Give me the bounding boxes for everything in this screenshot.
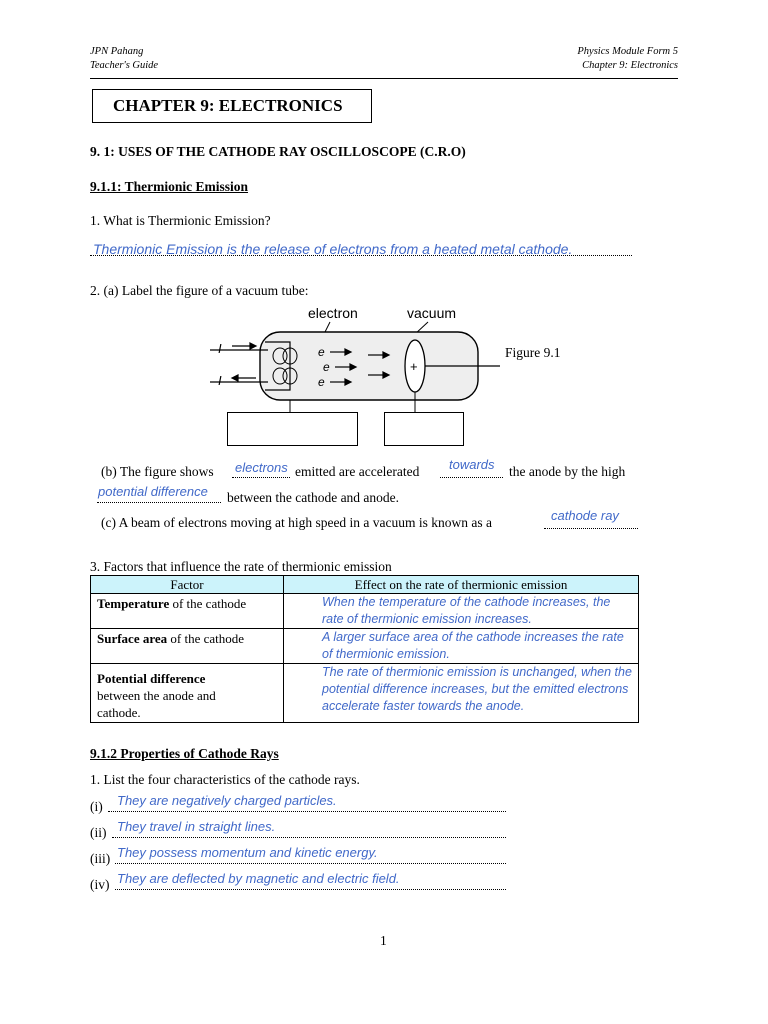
answer-line-ii [112, 837, 506, 838]
table-header-factor: Factor [91, 576, 284, 594]
factor-detail: between the anode and cathode. [97, 688, 216, 720]
effect-cell: A larger surface area of the cathode increases the rate of thermionic emission. [284, 629, 639, 664]
factor-detail: of the cathode [167, 631, 245, 646]
question-2b-part3: the anode by the high [509, 464, 626, 479]
label-box-cathode[interactable] [227, 412, 358, 446]
answer-towards: towards [449, 457, 495, 472]
header-left [90, 45, 158, 73]
question-2a: 2. (a) Label the figure of a vacuum tube: [90, 283, 309, 298]
list-item-answer: They possess momentum and kinetic energy. [117, 845, 378, 860]
question-2b-part4: between the cathode and anode. [227, 490, 400, 505]
question-2c: (c) A beam of electrons moving at high speed in a vacuum is known as a [101, 515, 493, 530]
answer-line-iv [115, 889, 506, 890]
table-header-effect: Effect on the rate of thermionic emission [284, 576, 639, 594]
factors-table [90, 575, 639, 723]
question-2b-part1: (b) The figure shows [101, 464, 214, 479]
factor-name: Potential difference [97, 671, 206, 686]
header-chapter: Chapter 9: Electronics [582, 60, 678, 71]
header-guide: Teacher's Guide [90, 60, 159, 71]
subsection-title-1: 9.1.1: Thermionic Emission [90, 179, 249, 194]
list-item-num: (iv) [90, 877, 110, 892]
effect-cell: The rate of thermionic emission is unchanged, when the potential difference increases, but the emitted electrons accelerate faster towards the anode. [284, 664, 639, 723]
answer-potential-difference: potential difference [98, 484, 208, 499]
label-e-3: e [318, 375, 325, 389]
question-3: 3. Factors that influence the rate of thermionic emission [90, 559, 392, 574]
answer-line-2b-2 [440, 477, 503, 478]
label-e-1: e [318, 345, 325, 359]
answer-line-2b-1 [232, 477, 290, 478]
list-item-num: (iii) [90, 851, 111, 866]
answer-line-i [108, 811, 506, 812]
label-e-2: e [323, 360, 330, 374]
subsection-title-2: 9.1.2 Properties of Cathode Rays [90, 746, 279, 761]
factor-cell [91, 594, 284, 629]
figure-caption: Figure 9.1 [505, 345, 561, 360]
list-item-answer: They are negatively charged particles. [117, 793, 337, 808]
answer-cathode-ray: cathode ray [551, 508, 619, 523]
chapter-title: CHAPTER 9: ELECTRONICS [92, 89, 372, 123]
label-electron: electron [308, 305, 358, 321]
label-current-out: I [218, 373, 222, 388]
factor-cell [91, 629, 284, 664]
table-header-row [91, 576, 639, 594]
answer-electrons: electrons [235, 460, 288, 475]
table-row [91, 629, 639, 664]
label-box-anode[interactable] [384, 412, 464, 446]
list-item-answer: They are deflected by magnetic and electric field. [117, 871, 400, 886]
list-item-num: (i) [90, 799, 103, 814]
factor-name: Temperature [97, 596, 170, 611]
answer-line-iii [115, 863, 506, 864]
factor-detail: of the cathode [169, 596, 247, 611]
label-vacuum: vacuum [407, 305, 457, 321]
effect-cell: When the temperature of the cathode increases, the rate of thermionic emission increases. [284, 594, 639, 629]
answer-line-2c [544, 528, 638, 529]
header-school: JPN Pahang [90, 46, 144, 57]
question-1: 1. What is Thermionic Emission? [90, 213, 271, 228]
page-number: 1 [380, 933, 387, 948]
question-list: 1. List the four characteristics of the cathode rays. [90, 772, 360, 787]
table-row [91, 594, 639, 629]
factor-name: Surface area [97, 631, 168, 646]
answer-1: Thermionic Emission is the release of electrons from a heated metal cathode. [93, 241, 573, 257]
factor-cell [91, 664, 284, 723]
header-module: Physics Module Form 5 [577, 46, 678, 57]
table-row [91, 664, 639, 723]
question-2b-part2: emitted are accelerated [295, 464, 420, 479]
header-rule [90, 78, 678, 79]
label-plus: + [410, 359, 418, 374]
answer-line-2b-3 [97, 502, 221, 503]
section-title: 9. 1: USES OF THE CATHODE RAY OSCILLOSCOPE (C.R.O) [90, 144, 466, 159]
label-current-in: I [218, 341, 222, 356]
list-item-answer: They travel in straight lines. [117, 819, 276, 834]
list-item-num: (ii) [90, 825, 107, 840]
header-right [577, 45, 678, 73]
